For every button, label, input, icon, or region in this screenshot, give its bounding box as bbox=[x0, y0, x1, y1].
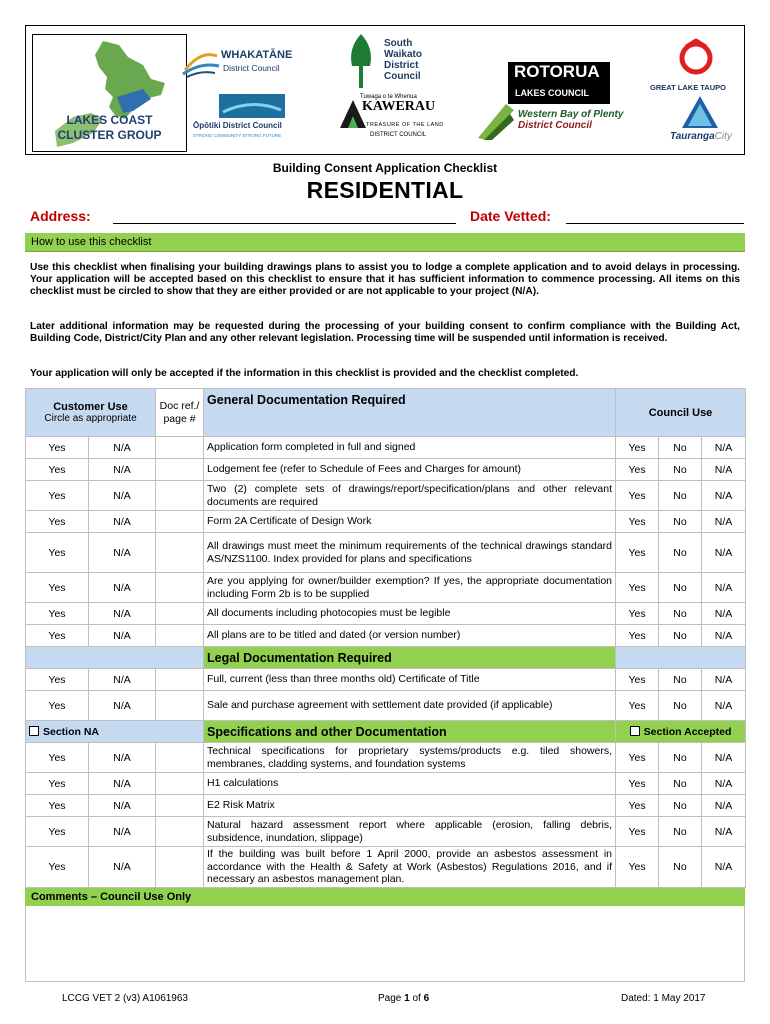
rotorua-name: ROTORUA bbox=[514, 62, 600, 81]
customer-na-option[interactable]: N/A bbox=[89, 625, 156, 647]
council-yes-option[interactable]: Yes bbox=[616, 847, 659, 888]
wbop-emblem-icon bbox=[476, 102, 516, 140]
footer-page: Page 1 of 6 bbox=[378, 993, 430, 1004]
customer-na-option[interactable]: N/A bbox=[89, 603, 156, 625]
page-subtitle: Building Consent Application Checklist bbox=[272, 161, 498, 175]
doc-ref-header: Doc ref./ page # bbox=[156, 389, 204, 437]
footer-doc-id: LCCG VET 2 (v3) A1061963 bbox=[62, 993, 188, 1004]
council-no-option[interactable]: No bbox=[659, 847, 702, 888]
doc-ref-cell[interactable] bbox=[156, 817, 204, 847]
comments-field[interactable] bbox=[25, 906, 745, 982]
doc-ref-cell[interactable] bbox=[156, 691, 204, 721]
table-row bbox=[26, 817, 746, 847]
council-yes-option[interactable]: Yes bbox=[616, 795, 659, 817]
council-yes-option[interactable]: Yes bbox=[616, 817, 659, 847]
kawerau-sub: TREASURE OF THE LAND bbox=[366, 122, 444, 128]
howto-header: How to use this checklist bbox=[25, 233, 745, 252]
opotiki-name: Ōpōtiki District Council bbox=[193, 121, 282, 130]
council-na-option[interactable]: N/A bbox=[702, 773, 746, 795]
council-no-option[interactable]: No bbox=[659, 743, 702, 773]
council-yes-option[interactable]: Yes bbox=[616, 459, 659, 481]
whakatane-sub: District Council bbox=[223, 63, 280, 73]
kawerau-sub2: DISTRICT COUNCIL bbox=[370, 132, 427, 138]
whakatane-name: WHAKATĀNE bbox=[221, 49, 293, 61]
council-no-option[interactable]: No bbox=[659, 533, 702, 573]
customer-na-option[interactable]: N/A bbox=[89, 743, 156, 773]
council-yes-option[interactable]: Yes bbox=[616, 669, 659, 691]
council-no-option[interactable]: No bbox=[659, 795, 702, 817]
council-na-option[interactable]: N/A bbox=[702, 691, 746, 721]
checkbox-icon[interactable] bbox=[630, 726, 640, 736]
doc-ref-cell[interactable] bbox=[156, 743, 204, 773]
council-no-option[interactable]: No bbox=[659, 625, 702, 647]
south-waikato-logo bbox=[344, 32, 464, 94]
customer-yes-option[interactable]: Yes bbox=[26, 669, 89, 691]
council-na-option[interactable]: N/A bbox=[702, 795, 746, 817]
council-na-option[interactable]: N/A bbox=[702, 669, 746, 691]
rotorua-logo bbox=[508, 62, 610, 104]
council-na-option[interactable]: N/A bbox=[702, 459, 746, 481]
taupo-name: GREAT LAKE TAUPO bbox=[650, 83, 726, 92]
wbop-line1: Western Bay of Plenty bbox=[518, 109, 624, 120]
council-no-option[interactable]: No bbox=[659, 459, 702, 481]
south-waikato-line2: Waikato bbox=[384, 49, 422, 60]
intro-paragraph-1: Use this checklist when finalising your building drawings plans to assist you to lodge a complete application and to avoid delays in processing. Your application will be accepted based on this checklist to ensure that it has sufficient information to commence processing. All items on this checklist must be circled to show that they are either provided or are not applicable to your project (N/A). bbox=[30, 262, 740, 298]
section-header-row bbox=[26, 647, 746, 669]
council-yes-option[interactable]: Yes bbox=[616, 573, 659, 603]
table-row bbox=[26, 691, 746, 721]
comments-header: Comments – Council Use Only bbox=[25, 888, 745, 906]
table-row bbox=[26, 795, 746, 817]
checklist-item: All drawings must meet the minimum requirements of the technical drawings standard AS/NZS1100. Index provided for plans and specifications bbox=[204, 533, 616, 573]
intro-paragraph-3: Your application will only be accepted if the information in this checklist is provided and the checklist completed. bbox=[30, 368, 579, 379]
council-no-option[interactable]: No bbox=[659, 669, 702, 691]
section-na-toggle[interactable]: Section NA bbox=[26, 721, 204, 743]
council-no-option[interactable]: No bbox=[659, 773, 702, 795]
whakatane-emblem-icon bbox=[181, 46, 221, 78]
checklist-item: E2 Risk Matrix bbox=[204, 795, 616, 817]
customer-use-header: Customer Use Circle as appropriate bbox=[26, 389, 156, 437]
doc-ref-cell[interactable] bbox=[156, 573, 204, 603]
council-no-option[interactable]: No bbox=[659, 511, 702, 533]
council-yes-option[interactable]: Yes bbox=[616, 533, 659, 573]
doc-ref-cell[interactable] bbox=[156, 533, 204, 573]
customer-yes-option[interactable]: Yes bbox=[26, 773, 89, 795]
customer-yes-option[interactable]: Yes bbox=[26, 573, 89, 603]
lakes-coast-line2: CLUSTER GROUP bbox=[57, 128, 162, 142]
doc-ref-cell[interactable] bbox=[156, 459, 204, 481]
footer-date: Dated: 1 May 2017 bbox=[621, 993, 706, 1004]
council-yes-option[interactable]: Yes bbox=[616, 773, 659, 795]
customer-na-option[interactable]: N/A bbox=[89, 847, 156, 888]
checklist-item: Full, current (less than three months old) Certificate of Title bbox=[204, 669, 616, 691]
customer-na-option[interactable]: N/A bbox=[89, 691, 156, 721]
lakes-coast-logo bbox=[32, 34, 187, 152]
council-na-option[interactable]: N/A bbox=[702, 437, 746, 459]
council-no-option[interactable]: No bbox=[659, 481, 702, 511]
table-row bbox=[26, 625, 746, 647]
taupo-emblem-icon bbox=[676, 36, 716, 80]
council-no-option[interactable]: No bbox=[659, 691, 702, 721]
table-row bbox=[26, 573, 746, 603]
council-yes-option[interactable]: Yes bbox=[616, 481, 659, 511]
doc-ref-cell[interactable] bbox=[156, 669, 204, 691]
council-yes-option[interactable]: Yes bbox=[616, 625, 659, 647]
customer-na-option[interactable]: N/A bbox=[89, 437, 156, 459]
council-na-option[interactable]: N/A bbox=[702, 817, 746, 847]
lakes-coast-line1: LAKES COAST bbox=[66, 113, 153, 127]
council-yes-option[interactable]: Yes bbox=[616, 437, 659, 459]
council-no-option[interactable]: No bbox=[659, 603, 702, 625]
customer-yes-option[interactable]: Yes bbox=[26, 459, 89, 481]
council-na-option[interactable]: N/A bbox=[702, 573, 746, 603]
date-vetted-label: Date Vetted: bbox=[470, 208, 551, 224]
table-row bbox=[26, 437, 746, 459]
table-row bbox=[26, 459, 746, 481]
customer-yes-option[interactable]: Yes bbox=[26, 603, 89, 625]
checklist-item: Application form completed in full and signed bbox=[204, 437, 616, 459]
section-title-general: General Documentation Required bbox=[204, 389, 616, 437]
doc-ref-cell[interactable] bbox=[156, 773, 204, 795]
whakatane-logo bbox=[181, 46, 321, 86]
council-na-option[interactable]: N/A bbox=[702, 603, 746, 625]
checklist-item: Two (2) complete sets of drawings/report/specification/plans and other relevant documents are required bbox=[204, 481, 616, 511]
council-na-option[interactable]: N/A bbox=[702, 481, 746, 511]
customer-yes-option[interactable]: Yes bbox=[26, 481, 89, 511]
tauranga-emblem-icon bbox=[680, 94, 720, 130]
section-accepted-toggle[interactable]: Section Accepted bbox=[616, 721, 746, 743]
customer-na-option[interactable]: N/A bbox=[89, 817, 156, 847]
council-yes-option[interactable]: Yes bbox=[616, 691, 659, 721]
doc-ref-cell[interactable] bbox=[156, 481, 204, 511]
table-row bbox=[26, 669, 746, 691]
customer-na-option[interactable]: N/A bbox=[89, 459, 156, 481]
opotiki-logo bbox=[191, 94, 321, 138]
wbop-logo bbox=[476, 100, 646, 144]
council-na-option[interactable]: N/A bbox=[702, 511, 746, 533]
customer-yes-option[interactable]: Yes bbox=[26, 533, 89, 573]
checklist-item: All plans are to be titled and dated (or version number) bbox=[204, 625, 616, 647]
customer-yes-option[interactable]: Yes bbox=[26, 795, 89, 817]
great-lake-taupo-logo bbox=[648, 36, 744, 96]
customer-na-option[interactable]: N/A bbox=[89, 533, 156, 573]
section-title-specifications: Specifications and other Documentation bbox=[204, 721, 616, 743]
council-yes-option[interactable]: Yes bbox=[616, 603, 659, 625]
section-title-legal: Legal Documentation Required bbox=[204, 647, 616, 669]
doc-ref-cell[interactable] bbox=[156, 795, 204, 817]
checklist-item: H1 calculations bbox=[204, 773, 616, 795]
council-na-option[interactable]: N/A bbox=[702, 743, 746, 773]
doc-ref-cell[interactable] bbox=[156, 511, 204, 533]
council-na-option[interactable]: N/A bbox=[702, 847, 746, 888]
tree-icon bbox=[344, 32, 378, 92]
checklist-item: Technical specifications for proprietary systems/products e.g. tiled showers, membranes, cladding systems, and foundation systems bbox=[204, 743, 616, 773]
kawerau-name: KAWERAU bbox=[362, 99, 436, 114]
intro-paragraph-2: Later additional information may be requested during the processing of your building consent to confirm compliance with the Building Act, Building Code, District/City Plan and any other relevant legislation. Processing time will be suspended until information is received. bbox=[30, 321, 740, 345]
council-no-option[interactable]: No bbox=[659, 817, 702, 847]
logo-banner bbox=[25, 25, 745, 155]
doc-ref-cell[interactable] bbox=[156, 603, 204, 625]
customer-na-option[interactable]: N/A bbox=[89, 511, 156, 533]
customer-yes-option[interactable]: Yes bbox=[26, 817, 89, 847]
kawerau-top: Tuwaga o te Whenua bbox=[360, 94, 417, 100]
council-yes-option[interactable]: Yes bbox=[616, 511, 659, 533]
checklist-item: Natural hazard assessment report where applicable (erosion, falling debris, subsidence, inundation, slippage) bbox=[204, 817, 616, 847]
doc-ref-cell[interactable] bbox=[156, 847, 204, 888]
council-na-option[interactable]: N/A bbox=[702, 625, 746, 647]
table-header-row bbox=[26, 389, 746, 437]
south-waikato-line4: Council bbox=[384, 71, 421, 82]
council-no-option[interactable]: No bbox=[659, 573, 702, 603]
council-yes-option[interactable]: Yes bbox=[616, 743, 659, 773]
tauranga-logo bbox=[666, 94, 742, 152]
address-field[interactable] bbox=[113, 223, 456, 224]
table-row bbox=[26, 847, 746, 888]
table-row bbox=[26, 511, 746, 533]
opotiki-sub: STRONG COMMUNITY STRONG FUTURE bbox=[193, 133, 282, 138]
table-row bbox=[26, 603, 746, 625]
doc-ref-cell[interactable] bbox=[156, 625, 204, 647]
checklist-item: Form 2A Certificate of Design Work bbox=[204, 511, 616, 533]
page-title: RESIDENTIAL bbox=[306, 177, 464, 203]
checklist-item: Sale and purchase agreement with settlement date provided (if applicable) bbox=[204, 691, 616, 721]
council-no-option[interactable]: No bbox=[659, 437, 702, 459]
customer-na-option[interactable]: N/A bbox=[89, 773, 156, 795]
address-label: Address: bbox=[30, 208, 91, 224]
south-waikato-line1: South bbox=[384, 38, 413, 49]
section-left-blank bbox=[26, 647, 204, 669]
south-waikato-line3: District bbox=[384, 60, 419, 71]
checklist-item: If the building was built before 1 April 2000, provide an asbestos assessment in accordance with the Health & Safety at Work (Asbestos) Regulations 2016, and if necessary an asbestos management plan. bbox=[204, 847, 616, 888]
date-vetted-field[interactable] bbox=[566, 223, 744, 224]
kawerau-logo bbox=[334, 92, 452, 146]
section-right-blank bbox=[616, 647, 746, 669]
checklist-item: All documents including photocopies must be legible bbox=[204, 603, 616, 625]
customer-yes-option[interactable]: Yes bbox=[26, 743, 89, 773]
table-row bbox=[26, 533, 746, 573]
council-use-header: Council Use bbox=[616, 389, 746, 437]
checklist-item: Lodgement fee (refer to Schedule of Fees and Charges for amount) bbox=[204, 459, 616, 481]
tauranga-name: TaurangaCity bbox=[670, 131, 732, 142]
doc-ref-cell[interactable] bbox=[156, 437, 204, 459]
wbop-line2: District Council bbox=[518, 120, 592, 131]
customer-na-option[interactable]: N/A bbox=[89, 795, 156, 817]
customer-yes-option[interactable]: Yes bbox=[26, 437, 89, 459]
rotorua-sub: LAKES COUNCIL bbox=[515, 88, 589, 98]
checklist-table bbox=[25, 388, 746, 888]
customer-yes-option[interactable]: Yes bbox=[26, 511, 89, 533]
table-row bbox=[26, 773, 746, 795]
customer-na-option[interactable]: N/A bbox=[89, 573, 156, 603]
council-na-option[interactable]: N/A bbox=[702, 533, 746, 573]
table-row bbox=[26, 743, 746, 773]
checklist-item: Are you applying for owner/builder exemption? If yes, the appropriate documentation including Form 2b is to be supplied bbox=[204, 573, 616, 603]
opotiki-emblem-icon bbox=[219, 94, 285, 118]
customer-yes-option[interactable]: Yes bbox=[26, 847, 89, 888]
customer-na-option[interactable]: N/A bbox=[89, 669, 156, 691]
checkbox-icon[interactable] bbox=[29, 726, 39, 736]
customer-yes-option[interactable]: Yes bbox=[26, 691, 89, 721]
section-header-row bbox=[26, 721, 746, 743]
table-row bbox=[26, 481, 746, 511]
customer-na-option[interactable]: N/A bbox=[89, 481, 156, 511]
customer-yes-option[interactable]: Yes bbox=[26, 625, 89, 647]
